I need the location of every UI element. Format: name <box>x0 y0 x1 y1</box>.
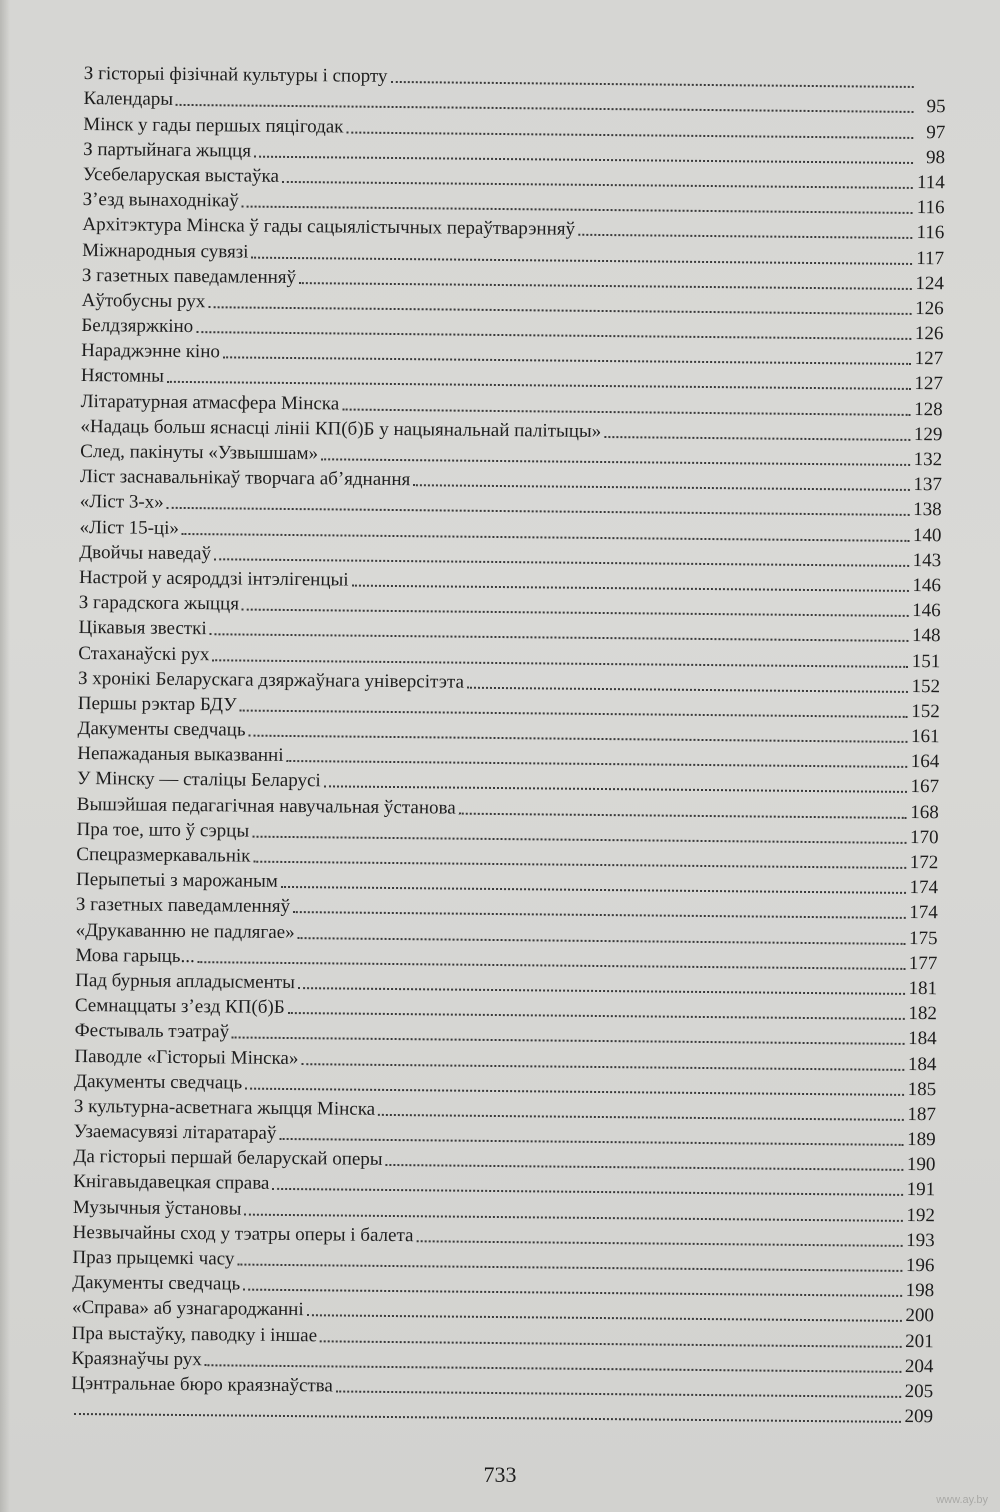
toc-entry-page: 127 <box>914 373 944 395</box>
toc-entry-title: Дакументы сведчаць <box>74 1070 243 1094</box>
toc-entry-title: Цікавыя звесткі <box>78 617 207 640</box>
toc-entry-title: З’езд вынаходнікаў <box>82 189 239 212</box>
toc-entry-title: Цэнтральнае бюро краязнаўства <box>71 1372 333 1397</box>
toc-entry-title: Фестываль тэатраў <box>74 1020 230 1043</box>
toc-entry-title: З газетных паведамленняў <box>75 894 291 918</box>
toc-entry-page: 175 <box>908 927 938 949</box>
toc-entry-title: Музычныя ўстановы <box>72 1196 242 1220</box>
toc-entry-page: 143 <box>912 549 942 572</box>
toc-entry-page: 193 <box>906 1229 935 1252</box>
toc-entry-page: 116 <box>916 197 945 219</box>
toc-entry-page: 124 <box>915 272 944 294</box>
toc-entry-title: Пра выстаўку, паводку і іншае <box>71 1322 318 1346</box>
toc-entry-title: Нараджэнне кіно <box>81 340 221 363</box>
toc-entry-title: Стаханаўскі рух <box>78 642 210 665</box>
toc-entry-page: 204 <box>904 1355 934 1377</box>
toc-entry-page: 114 <box>916 171 945 194</box>
toc-entry-title: Першы рэктар БДУ <box>77 692 237 716</box>
toc-entry-title: Непажаданыя выказванні <box>77 743 284 767</box>
toc-entry-page: 184 <box>908 1028 937 1050</box>
toc-entry-title: Семнаццаты з’езд КП(б)Б <box>74 995 285 1019</box>
toc-entry-page: 168 <box>910 801 939 823</box>
toc-entry-title: З культурна-асветнага жыцця Мінска <box>73 1095 376 1120</box>
toc-entry-title: Краязнаўчы рух <box>71 1347 202 1370</box>
toc-entry-title: Праз прыцемкі часу <box>72 1246 235 1270</box>
toc-entry-title: «Друкаванню не падлягае» <box>75 919 295 943</box>
toc-entry-page: 146 <box>912 574 942 597</box>
toc-entry-page: 182 <box>908 1003 937 1025</box>
toc-entry-page: 184 <box>907 1053 937 1075</box>
toc-entry-page: 137 <box>913 474 943 496</box>
toc-entry-title: Літаратурная атмасфера Мінска <box>80 390 340 415</box>
toc-entry-title: «Надаць больш яснасці лініі КП(б)Б у нацыянальнай палітыцы» <box>80 415 602 442</box>
toc-entry-title: Пра тое, што ў сэрцы <box>76 818 250 842</box>
toc-entry-title: Перыпетыі з марожаным <box>76 869 278 893</box>
toc-entry-page: 127 <box>914 348 944 370</box>
toc-entry-title: Архітэктура Мінска ў гады сацыялістычных пераўтварэнняў <box>82 214 576 241</box>
toc-entry-title: З газетных паведамленняў <box>81 264 297 288</box>
table-of-contents <box>71 58 946 1426</box>
toc-entry-page: 161 <box>910 726 940 748</box>
toc-entry-title: Аўтобусны рух <box>81 289 206 313</box>
toc-entry-title: Мова гарыць... <box>75 944 195 967</box>
toc-entry-title: У Мінску — сталіцы Беларусі <box>76 768 321 792</box>
watermark: www.ay.by <box>936 1494 988 1506</box>
toc-entry-page: 97 <box>926 121 946 143</box>
toc-entry-page: 132 <box>913 448 943 471</box>
toc-entry-page: 209 <box>904 1406 934 1428</box>
toc-entry-title: Дакументы сведчаць <box>72 1272 241 1295</box>
toc-entry-page: 164 <box>910 751 940 773</box>
toc-entry-title: «Ліст 15-ці» <box>79 516 180 539</box>
toc-entry-title: Мінск у гады першых пяцігодак <box>83 113 344 138</box>
toc-entry-page: 172 <box>909 851 939 874</box>
toc-entry-title: Календары <box>83 88 174 111</box>
toc-entry-page: 128 <box>914 398 943 420</box>
toc-entry-title: Дакументы сведчаць <box>77 718 246 741</box>
toc-entry-title: Спецразмеркавальнік <box>76 843 251 867</box>
toc-entry-page: 146 <box>912 600 941 622</box>
toc-entry-title: Белдзяржкіно <box>81 315 194 338</box>
toc-entry-title: Кнігавыдавецкая справа <box>73 1171 270 1195</box>
toc-entry-title: З гісторыі фізічнай культуры і спорту <box>83 63 388 88</box>
toc-entry-page: 152 <box>911 675 941 697</box>
toc-entry-title: Двойчы наведаў <box>79 541 212 564</box>
toc-entry-page: 151 <box>911 650 941 672</box>
toc-entry-page: 95 <box>926 96 946 118</box>
toc-entry-page: 170 <box>909 826 939 849</box>
toc-entry-page: 205 <box>904 1380 934 1403</box>
page-number: 733 <box>483 1462 517 1487</box>
dot-leader <box>578 233 912 239</box>
toc-entry-title: «Справа» аб узнагароджанні <box>71 1297 304 1321</box>
toc-entry-page: 181 <box>908 977 938 1000</box>
toc-entry-title: Ліст заснавальнікаў творчага аб’яднання <box>79 466 411 491</box>
toc-entry-title: Паводле «Гісторыі Мінска» <box>74 1045 299 1069</box>
toc-entry-title: Пад бурныя апладысменты <box>75 969 296 994</box>
toc-entry-title: Вышэйшая педагагічная навучальная ўстанова <box>76 793 456 819</box>
toc-entry-title: Нястомны <box>80 365 165 388</box>
toc-entry-page: 201 <box>905 1330 934 1352</box>
toc-entry-title: Усебеларуская выстаўка <box>82 163 280 187</box>
toc-entry-page: 116 <box>916 222 945 244</box>
toc-entry-page: 192 <box>906 1204 936 1226</box>
toc-entry-title: З гарадскога жыцця <box>78 592 240 615</box>
toc-entry-page: 190 <box>906 1154 936 1176</box>
toc-entry-page: 140 <box>912 524 942 546</box>
toc-entry-page: 138 <box>913 499 942 521</box>
dot-leader <box>604 435 910 441</box>
toc-entry-page: 200 <box>905 1305 935 1327</box>
toc-entry-page: 148 <box>911 625 941 647</box>
toc-entry-title: З партыйнага жыцця <box>83 138 252 162</box>
toc-entry-title: Настрой у асяроддзі інтэлігенцыі <box>78 566 349 591</box>
toc-entry-page: 117 <box>916 247 945 269</box>
toc-entry-page: 129 <box>913 423 943 446</box>
toc-entry-page: 187 <box>907 1103 936 1126</box>
toc-entry-title: Узаемасувязі літаратараў <box>73 1121 277 1144</box>
toc-entry-page: 189 <box>907 1129 936 1151</box>
toc-entry-title: След, пакінуты «Узвышшам» <box>80 440 319 465</box>
toc-entry-page: 126 <box>915 297 944 320</box>
toc-entry-title: «Ліст 3-х» <box>79 491 164 514</box>
toc-entry-page: 152 <box>911 700 940 723</box>
toc-entry-title: Міжнародныя сувязі <box>82 239 249 263</box>
toc-entry-page: 174 <box>909 877 939 899</box>
toc-entry-title: Незвычайны сход у тэатры оперы і балета <box>72 1221 414 1247</box>
toc-entry-page: 198 <box>905 1280 935 1302</box>
toc-entry-page: 174 <box>909 902 938 924</box>
toc-entry-page: 98 <box>925 146 946 169</box>
toc-entry-title: Да гісторыі першай беларускай оперы <box>73 1146 383 1171</box>
dot-leader <box>74 1412 901 1423</box>
toc-entry-title: З хронікі Беларускага дзяржаўнага універсітэта <box>77 667 465 693</box>
toc-entry-page: 191 <box>906 1179 936 1201</box>
toc-entry-page: 177 <box>908 952 938 974</box>
toc-entry-page: 167 <box>910 776 940 798</box>
toc-entry-page: 126 <box>914 323 944 345</box>
toc-entry-page: 185 <box>907 1078 937 1100</box>
toc-entry-page: 196 <box>905 1254 935 1277</box>
